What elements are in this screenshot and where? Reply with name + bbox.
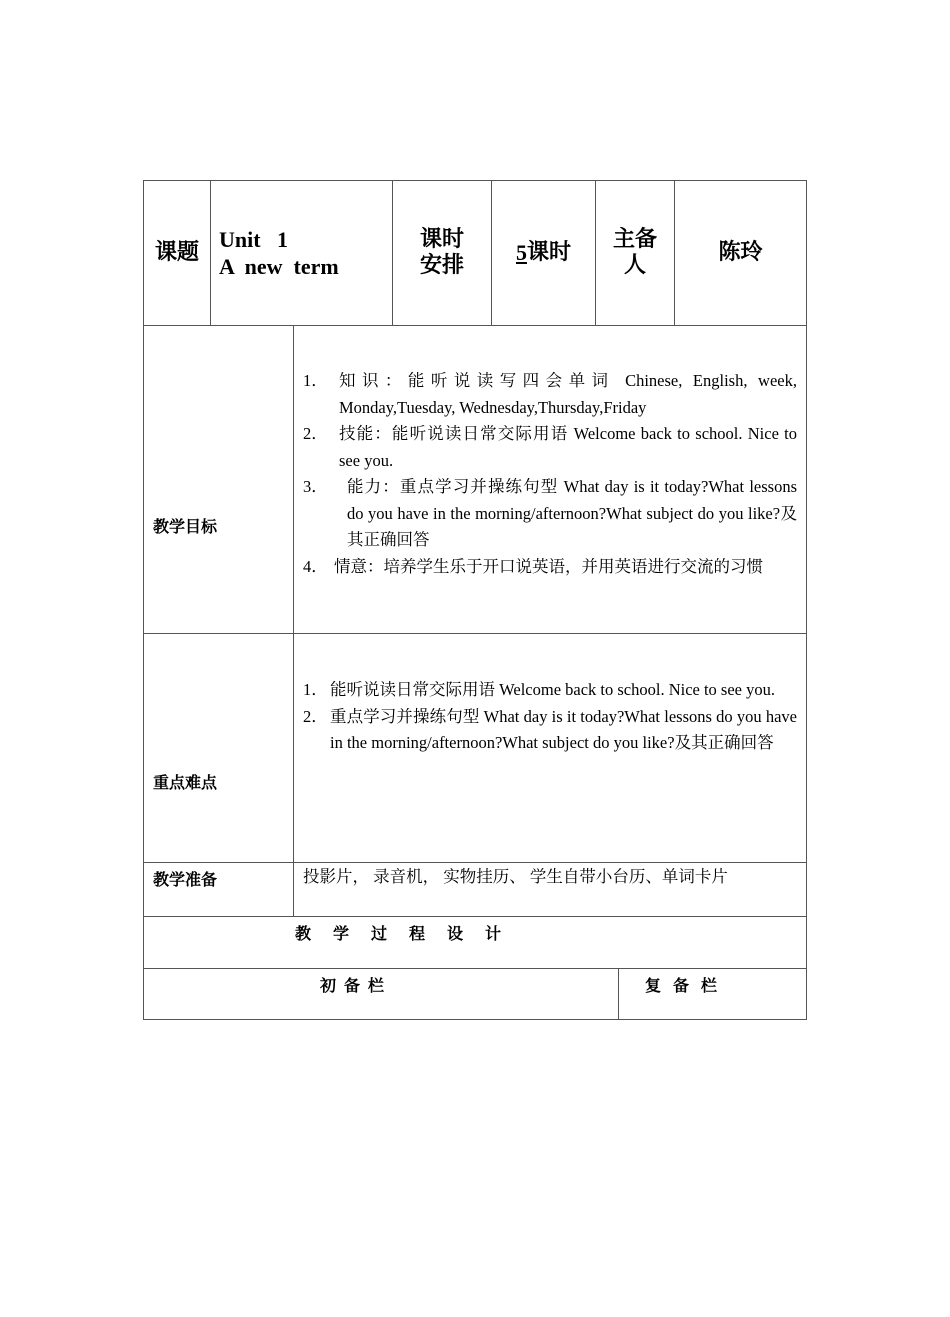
preparer-name: 陈玲 [718, 240, 763, 265]
schedule-label-line-1: 课时 [419, 227, 464, 252]
key-point-item-2: 2． 重点学习并操练句型 What day is it today?What lessons do you have in the morning/afternoon?What subject do you like?及其正确回答 [303, 706, 797, 752]
preparation-label: 教学准备 [153, 870, 218, 889]
topic-label: 课题 [154, 240, 199, 265]
schedule-label [393, 181, 491, 325]
objective-item-1: 1． 知识：能听说读写四会单词 Chinese, English, week, Monday,Tuesday, Wednesday,Thursday,Friday [303, 371, 797, 417]
revision-column-header: 复备栏 [645, 976, 730, 995]
hours-value [492, 181, 595, 325]
key-points-list [303, 677, 797, 757]
topic-line-1: Unit 1 [219, 227, 289, 252]
initial-prep-column-header: 初备栏 [320, 976, 393, 995]
key-points-label: 重点难点 [153, 773, 218, 792]
preparation-text: 投影片， 录音机， 实物挂历、 学生自带小台历、单词卡片 [303, 867, 728, 886]
schedule-label-line-2: 安排 [419, 253, 464, 278]
hours-number: 5 [515, 240, 527, 265]
topic-line-2: A new term [219, 254, 339, 279]
key-point-item-1: 1． 能听说读日常交际用语 Welcome back to school. Nice to see you. [303, 680, 776, 699]
objective-item-3: 3． 能力：重点学习并操练句型 What day is it today?What lessons do you have in the morning/afternoon?What subject do you like?及其正确回答 [303, 477, 797, 549]
process-title: 教学过程设计 [295, 924, 524, 943]
objective-item-4: 4． 情意：培养学生乐于开口说英语，并用英语进行交流的习惯 [303, 556, 763, 576]
objective-item-2: 2． 技能：能听说读日常交际用语 Welcome back to school. Nice to see you. [303, 424, 797, 470]
hours-unit: 课时 [526, 240, 571, 265]
topic-value [219, 181, 391, 325]
objectives-list [303, 368, 797, 580]
preparer-label-line-2: 人 [623, 253, 646, 278]
preparer-label [596, 181, 674, 325]
preparer-label-line-1: 主备 [612, 227, 657, 252]
objectives-label: 教学目标 [153, 517, 218, 536]
